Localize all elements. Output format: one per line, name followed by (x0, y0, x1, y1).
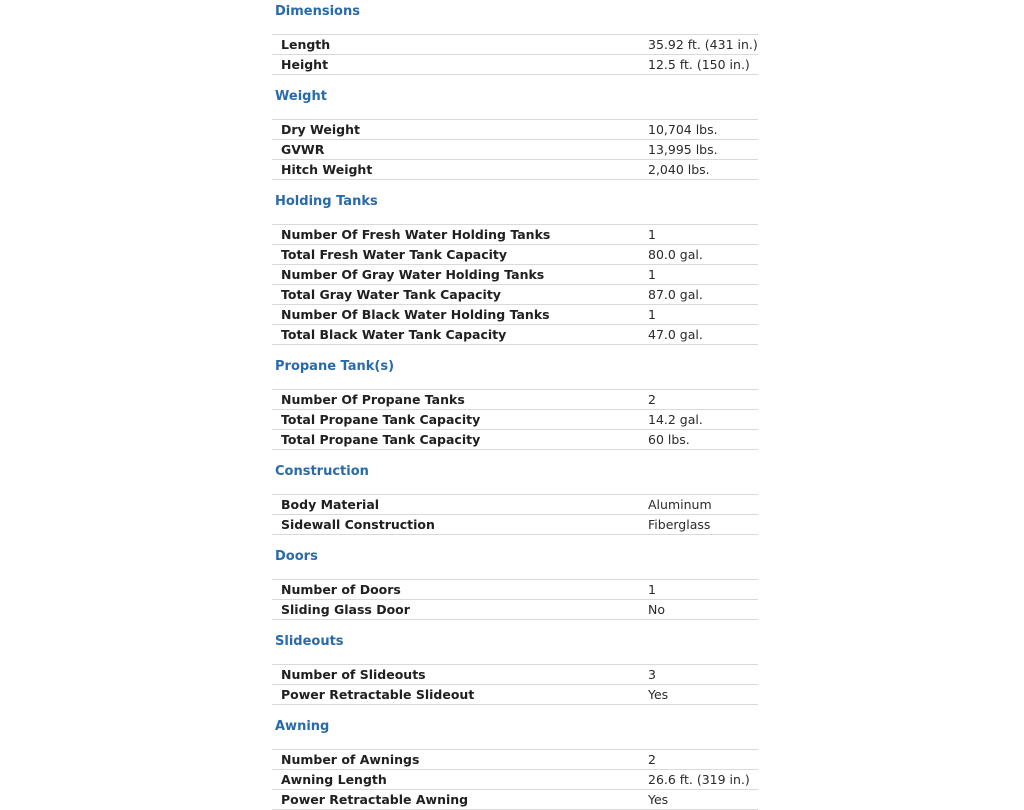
spec-row (272, 224, 758, 245)
spec-table (272, 389, 758, 450)
spec-table (272, 34, 758, 75)
spec-label: Number of Slideouts (281, 667, 426, 682)
spec-value: No (648, 602, 665, 617)
spec-sheet (272, 0, 758, 810)
section-doors (272, 549, 758, 620)
spec-label: Body Material (281, 497, 380, 512)
spec-label: Number Of Gray Water Holding Tanks (281, 267, 545, 282)
spec-value: 1 (648, 227, 656, 242)
spec-value: Yes (648, 687, 669, 702)
spec-row (272, 664, 758, 685)
spec-label: GVWR (281, 142, 325, 157)
spec-row (272, 160, 758, 180)
spec-value: 13,995 lbs. (648, 142, 718, 157)
section-heading: Holding Tanks (275, 194, 378, 209)
section-construction (272, 464, 758, 535)
spec-row (272, 325, 758, 345)
spec-label: Sliding Glass Door (281, 602, 410, 617)
spec-table (272, 664, 758, 705)
spec-value: 3 (648, 667, 656, 682)
spec-row (272, 790, 758, 810)
spec-table (272, 224, 758, 345)
spec-row (272, 770, 758, 790)
section-heading: Construction (275, 464, 369, 479)
spec-row (272, 119, 758, 140)
spec-row (272, 285, 758, 305)
section-heading: Slideouts (275, 634, 344, 649)
spec-value: 10,704 lbs. (648, 122, 718, 137)
spec-value: 1 (648, 307, 656, 322)
spec-label: Number Of Propane Tanks (281, 392, 465, 407)
section-holding-tanks (272, 194, 758, 345)
section-awning (272, 719, 758, 810)
spec-label: Total Black Water Tank Capacity (281, 327, 507, 342)
spec-label: Number of Awnings (281, 752, 420, 767)
section-heading: Doors (275, 549, 318, 564)
spec-label: Length (281, 37, 331, 52)
spec-value: 35.92 ft. (431 in.) (648, 37, 758, 52)
spec-value: 47.0 gal. (648, 327, 703, 342)
spec-row (272, 410, 758, 430)
spec-label: Total Gray Water Tank Capacity (281, 287, 501, 302)
spec-label: Total Fresh Water Tank Capacity (281, 247, 508, 262)
spec-row (272, 305, 758, 325)
section-heading: Weight (275, 89, 327, 104)
spec-row (272, 600, 758, 620)
spec-table (272, 749, 758, 810)
spec-value: 60 lbs. (648, 432, 690, 447)
spec-value: 87.0 gal. (648, 287, 703, 302)
section-heading: Dimensions (275, 4, 360, 19)
section-heading: Propane Tank(s) (275, 359, 395, 374)
spec-value: Aluminum (648, 497, 712, 512)
spec-table (272, 494, 758, 535)
spec-row (272, 515, 758, 535)
spec-table (272, 579, 758, 620)
spec-row (272, 34, 758, 55)
spec-value: 2 (648, 752, 656, 767)
spec-row (272, 389, 758, 410)
spec-value: Fiberglass (648, 517, 711, 532)
section-weight (272, 89, 758, 180)
spec-label: Number Of Black Water Holding Tanks (281, 307, 550, 322)
spec-value: 2,040 lbs. (648, 162, 710, 177)
spec-row (272, 265, 758, 285)
section-slideouts (272, 634, 758, 705)
spec-label: Height (281, 57, 329, 72)
spec-row (272, 685, 758, 705)
spec-label: Number of Doors (281, 582, 401, 597)
spec-label: Total Propane Tank Capacity (281, 432, 481, 447)
spec-value: 26.6 ft. (319 in.) (648, 772, 750, 787)
section-dimensions (272, 4, 758, 75)
spec-value: 14.2 gal. (648, 412, 703, 427)
spec-row (272, 579, 758, 600)
spec-row (272, 140, 758, 160)
spec-row (272, 55, 758, 75)
spec-row (272, 494, 758, 515)
spec-row (272, 749, 758, 770)
spec-label: Hitch Weight (281, 162, 373, 177)
spec-label: Power Retractable Slideout (281, 687, 475, 702)
spec-label: Total Propane Tank Capacity (281, 412, 481, 427)
spec-value: Yes (648, 792, 669, 807)
spec-value: 1 (648, 267, 656, 282)
spec-label: Power Retractable Awning (281, 792, 469, 807)
spec-value: 2 (648, 392, 656, 407)
spec-label: Awning Length (281, 772, 387, 787)
spec-row (272, 430, 758, 450)
section-propane-tanks (272, 359, 758, 450)
spec-value: 80.0 gal. (648, 247, 703, 262)
spec-label: Dry Weight (281, 122, 360, 137)
spec-table (272, 119, 758, 180)
spec-label: Number Of Fresh Water Holding Tanks (281, 227, 551, 242)
spec-label: Sidewall Construction (281, 517, 435, 532)
spec-value: 1 (648, 582, 656, 597)
spec-row (272, 245, 758, 265)
section-heading: Awning (275, 719, 330, 734)
spec-value: 12.5 ft. (150 in.) (648, 57, 750, 72)
